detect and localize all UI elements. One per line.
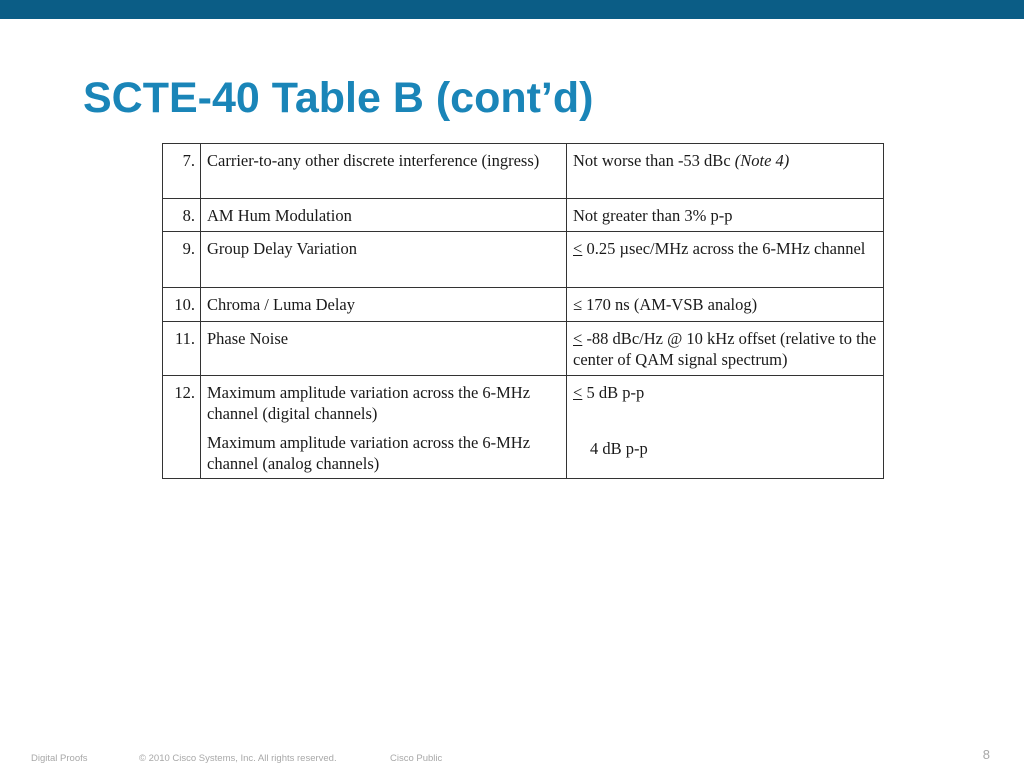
value-cell xyxy=(567,144,884,199)
less-equal-symbol: < xyxy=(573,239,583,258)
value-cell: Not greater than 3% p-p xyxy=(567,199,884,232)
parameter-analog: Maximum amplitude variation across the 6-MHz channel (analog channels) xyxy=(207,433,531,473)
footer-label: Digital Proofs xyxy=(31,753,88,764)
value-digital xyxy=(573,382,877,403)
top-bar xyxy=(0,0,1024,19)
table-row xyxy=(163,376,884,479)
row-number: 11. xyxy=(163,322,201,376)
value-text: Not worse than -53 dBc xyxy=(573,151,731,170)
row-number: 9. xyxy=(163,232,201,288)
parameter-cell xyxy=(201,376,567,479)
parameter-digital: Maximum amplitude variation across the 6-MHz channel (digital channels) xyxy=(207,383,531,423)
less-equal-symbol: < xyxy=(573,329,583,348)
row-number: 12. xyxy=(163,376,201,479)
footer-copyright: © 2010 Cisco Systems, Inc. All rights reserved. xyxy=(139,753,337,764)
parameter-cell: Phase Noise xyxy=(201,322,567,376)
table-row xyxy=(163,144,884,199)
value-analog: 4 dB p-p xyxy=(573,439,631,458)
page-number: 8 xyxy=(982,747,990,762)
table-row xyxy=(163,322,884,376)
table-row xyxy=(163,232,884,288)
footer-classification: Cisco Public xyxy=(390,753,443,764)
spec-table xyxy=(162,143,884,479)
value-text: 0.25 µsec/MHz across the 6-MHz channel xyxy=(582,239,866,258)
note-reference: (Note 4) xyxy=(734,151,790,170)
value-text: 5 dB p-p xyxy=(582,383,645,402)
parameter-cell: Chroma / Luma Delay xyxy=(201,288,567,322)
row-number: 10. xyxy=(163,288,201,322)
row-number: 7. xyxy=(163,144,201,199)
slide-title: SCTE-40 Table B (cont’d) xyxy=(83,74,594,122)
parameter-cell: AM Hum Modulation xyxy=(201,199,567,232)
value-text: -88 dBc/Hz @ 10 kHz offset (relative to the center of QAM signal spectrum) xyxy=(573,329,877,369)
value-cell xyxy=(567,376,884,479)
parameter-cell: Carrier-to-any other discrete interference (ingress) xyxy=(201,144,567,199)
value-cell xyxy=(567,232,884,288)
less-equal-symbol: < xyxy=(573,383,583,402)
parameter-cell: Group Delay Variation xyxy=(201,232,567,288)
table-row xyxy=(163,288,884,322)
value-cell: ≤ 170 ns (AM-VSB analog) xyxy=(567,288,884,322)
value-cell xyxy=(567,322,884,376)
row-number: 8. xyxy=(163,199,201,232)
table-row xyxy=(163,199,884,232)
